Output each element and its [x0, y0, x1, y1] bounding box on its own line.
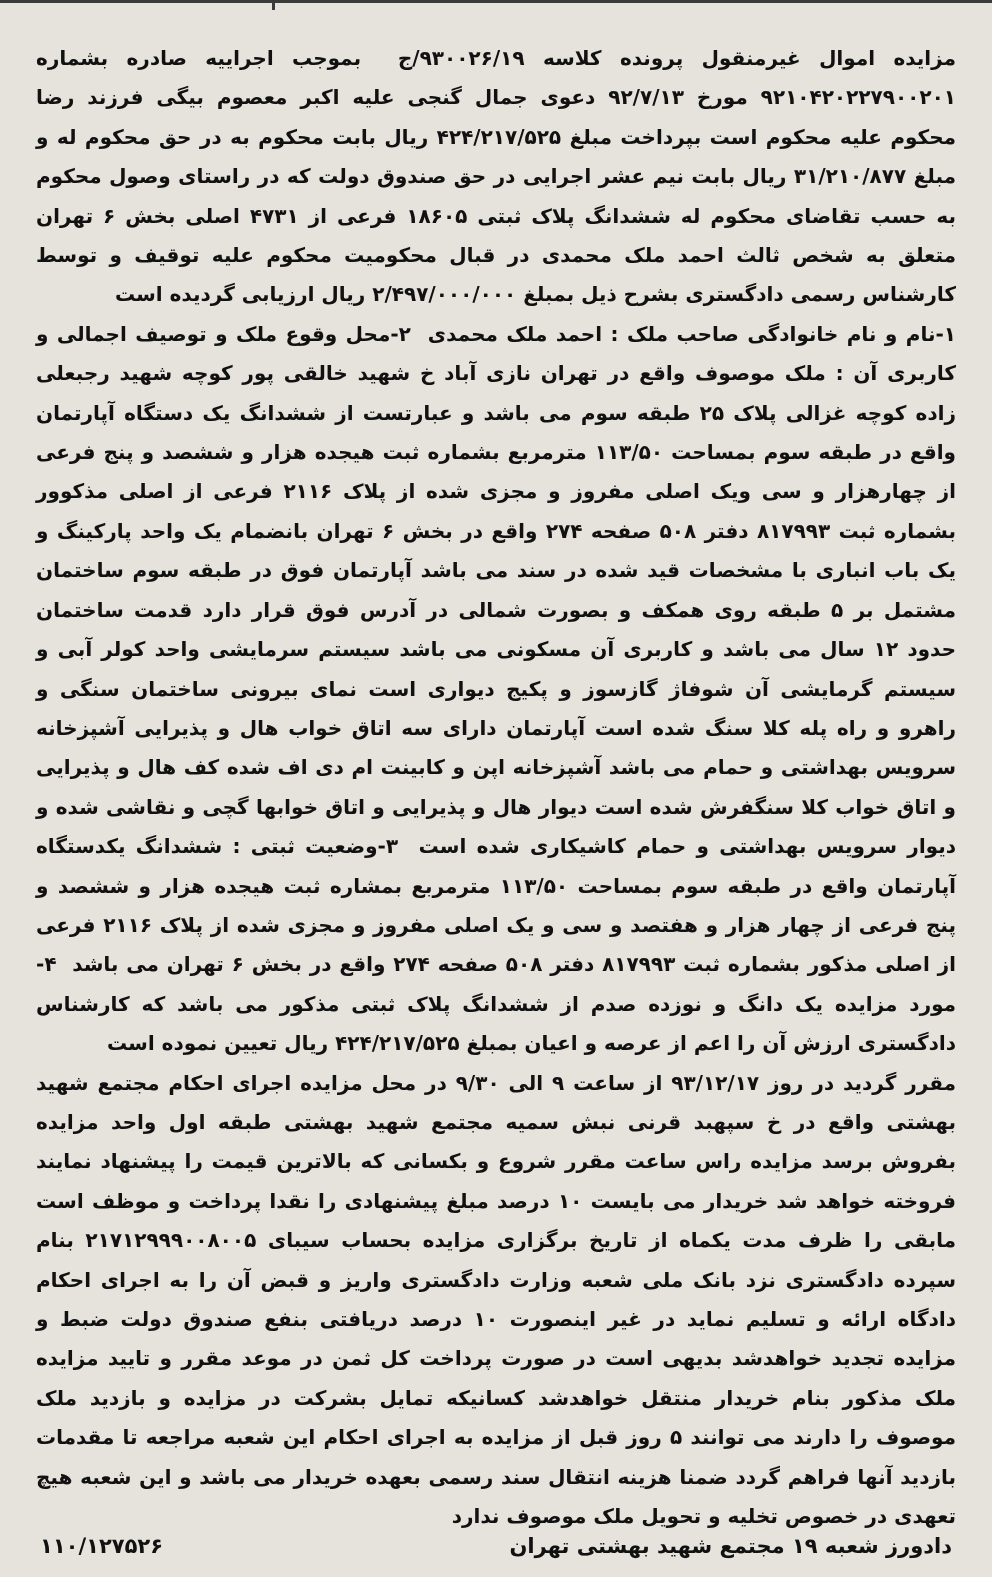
- notice-footer: [40, 1526, 952, 1566]
- notice-auction-terms-paragraph: مقرر گردید در روز ۹۳/۱۲/۱۷ از ساعت ۹ الی ۹/۳۰ در محل مزایده اجرای احکام مجتمع شهید بهشتی واقع در خ سپهبد قرنی نبش سمیه مجتمع شهید بهشتی طبقه اول واحد مزایده بفروش برسد مزایده راس ساعت مقرر شروع و بکسانی که بالاترین قیمت را پیشنهاد نمایند فروخته خواهد شد خریدار می بایست ۱۰ درصد مبلغ پیشنهادی را نقدا پرداخت و موظف است مابقی را ظرف مدت یکماه از تاریخ برگزاری مزایده بحساب سیبای ۲۱۷۱۲۹۹۹۰۰۸۰۰۵ بنام سپرده دادگستری نزد بانک ملی شعبه وزارت دادگستری واریز و قبض آن را به اجرای احکام دادگاه ارائه و تسلیم نماید در غیر اینصورت ۱۰ درصد دریافتی بنفع صندوق دولت ضبط و مزایده تجدید خواهدشد بدیهی است در صورت پرداخت کل ثمن در موعد مقرر و تایید مزایده ملک مذکور بنام خریدار منتقل خواهدشد کسانیکه تمایل بشرکت در مزایده و بازدید ملک موصوف را دارند می توانند ۵ روز قبل از مزایده به اجرای احکام این شعبه مراجعه تا مقدمات بازدید آنها فراهم گردد ضمنا هزینه انتقال سند رسمی بعهده خریدار می باشد و این شعبه هیچ تعهدی در خصوص تخلیه و تحویل ملک موصوف ندارد: [29, 1070, 957, 1529]
- notice-intro-paragraph: مزایده اموال غیرمنقول پرونده کلاسه ۹۳۰۰۲۶/۱۹/ج بموجب اجراییه صادره بشماره ۹۲۱۰۴۲۰۲۲۷۹۰۰۲۰۱ مورخ ۹۲/۷/۱۳ دعوی جمال گنجی علیه اکبر معصوم بیگی فرزند رضا محکوم علیه محکوم است بپرداخت مبلغ ۴۲۴/۲۱۷/۵۲۵ ریال بابت محکوم به در حق محکوم له و مبلغ ۳۱/۲۱۰/۸۷۷ ریال بابت نیم عشر اجرایی در حق صندوق دولت که در راستای وصول محکوم به حسب تقاضای محکوم له ششدانگ پلاک ثبتی ۱۸۶۰۵ فرعی از ۴۷۳۱ اصلی بخش ۶ تهران متعلق به شخص ثالث احمد ملک محمدی در قبال محکومیت محکوم علیه توقیف و توسط کارشناس رسمی دادگستری بشرح ذیل بمبلغ ۲/۴۹۷/۰۰۰/۰۰۰ ریال ارزیابی گردیده است: [29, 46, 957, 307]
- reference-number: ۱۱۰/۱۲۷۵۲۶: [40, 1534, 164, 1558]
- auction-notice-body: [29, 39, 957, 1536]
- notice-property-details-paragraph: ۱-نام و نام خانوادگی صاحب ملک : احمد ملک محمدی ۲-محل وقوع ملک و توصیف اجمالی و کاربری آن : ملک موصوف واقع در تهران نازی آباد خ شهید خالقی پور کوچه شهید رجبعلی زاده کوچه غزالی پلاک ۲۵ طبقه سوم می باشد و عبارتست از ششدانگ یک دستگاه آپارتمان واقع در طبقه سوم بمساحت ۱۱۳/۵۰ مترمربع بشماره ثبت هیجده هزار و ششصد و پنج فرعی از چهارهزار و سی ویک اصلی مفروز و مجزی شده از پلاک ۲۱۱۶ فرعی از اصلی مذکوور بشماره ثبت ۸۱۷۹۹۳ دفتر ۵۰۸ صفحه ۲۷۴ واقع در بخش ۶ تهران بانضمام یک واحد پارکینگ و یک باب انباری با مشخصات قید شده در سند می باشد آپارتمان فوق در طبقه سوم ساختمان مشتمل بر ۵ طبقه روی همکف و بصورت شمالی در آدرس فوق قرار دارد قدمت ساختمان حدود ۱۲ سال می باشد و کاربری آن مسکونی می باشد سیستم سرمایشی واحد کولر آبی و سیستم گرمایشی آن شوفاژ گازسوز و پکیج دیواری است نمای بیرونی ساختمان سنگی و راهرو و راه پله کلا سنگ شده است آپارتمان دارای سه اتاق خواب هال و پذیرایی آشپزخانه سرویس بهداشتی و حمام می باشد آشپزخانه اپن و کابینت ام دی اف شده کف هال و پذیرایی و اتاق خواب کلا سنگفرش شده است دیوار هال و پذیرایی و اتاق خوابها گچی و نقاشی شده و دیوار سرویس بهداشتی و حمام کاشیکاری شده است ۳-وضعیت ثبتی : ششدانگ یکدستگاه آپارتمان واقع در طبقه سوم بمساحت ۱۱۳/۵۰ مترمربع بمشاره ثبت هیجده هزار و ششصد و پنج فرعی از چهار هزار و هفتصد و سی و یک اصلی مفروز و مجزی شده از پلاک ۲۱۱۶ فرعی از اصلی مذکور بشماره ثبت ۸۱۷۹۹۳ دفتر ۵۰۸ صفحه ۲۷۴ واقع در بخش ۶ تهران می باشد ۴-مورد مزایده یک دانگ و نوزده صدم از ششدانگ پلاک ثبتی مذکور می باشد که کارشناس دادگستری ارزش آن را اعم از عرصه و اعیان بمبلغ ۴۲۴/۲۱۷/۵۲۵ ریال تعیین نموده است: [29, 321, 957, 1056]
- signature-line: دادورز شعبه ۱۹ مجتمع شهید بهشتی تهران: [509, 1534, 952, 1558]
- clipping-edge-mark: [250, 0, 275, 10]
